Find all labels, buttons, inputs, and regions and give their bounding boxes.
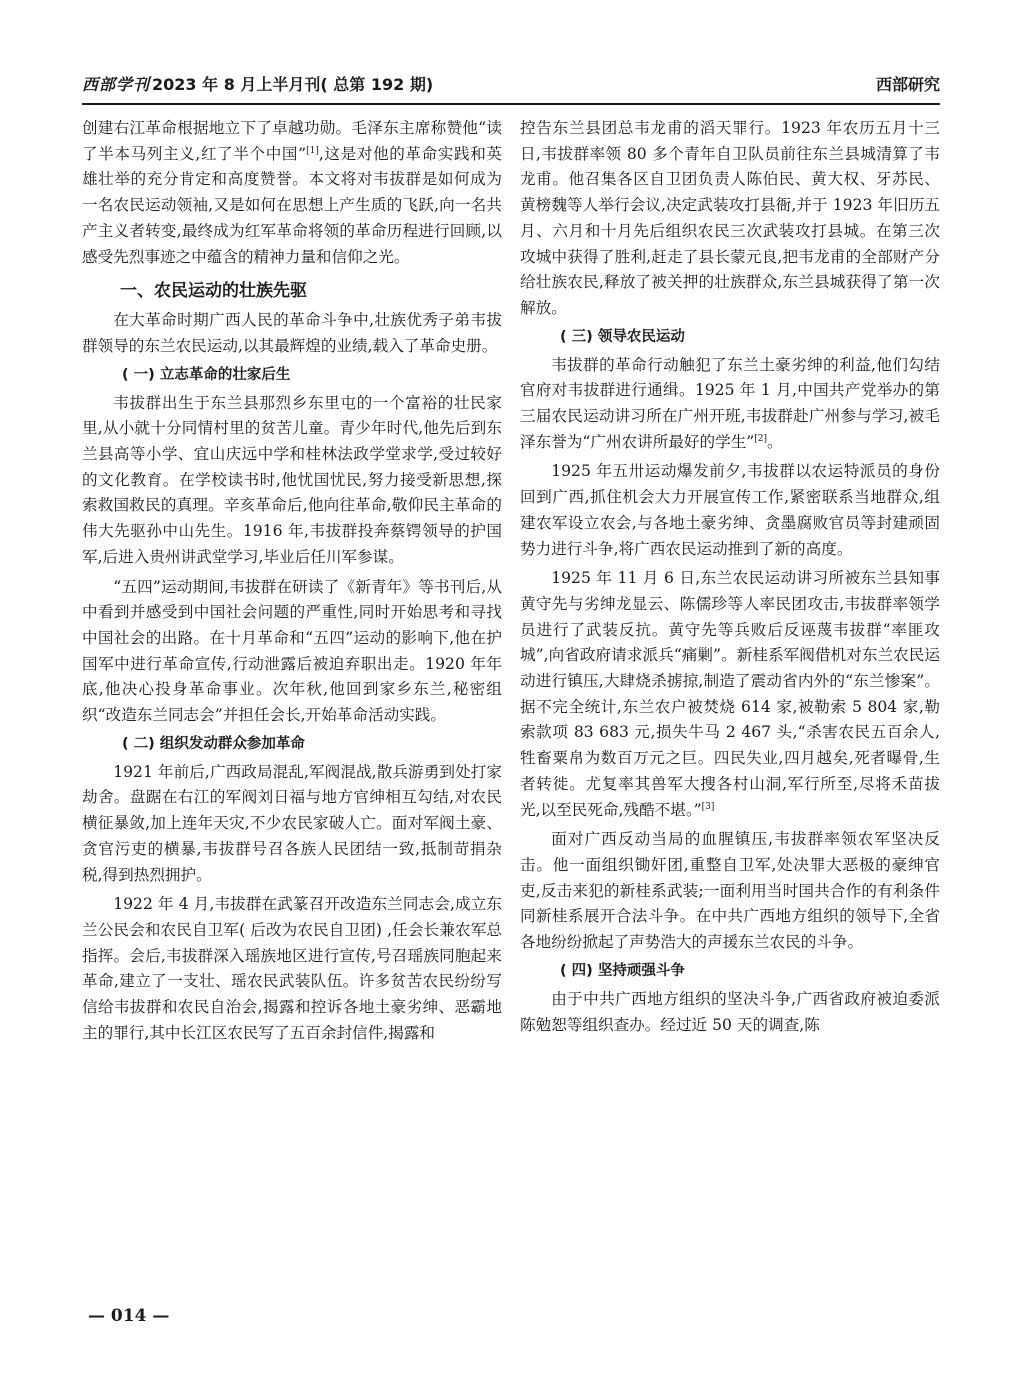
body-paragraph: 1925 年 11 月 6 日,东兰农民运动讲习所被东兰县知事黄守先与劣绅龙显云、陈儒珍等人率民团攻击,韦拔群率领学员进行了武装反抗。黄守先等兵败后反诬蔑韦拔群“率匪攻城”,向省政府请求派兵“痛剿”。新桂系军阀借机对东兰农民运动进行镇压,大肆烧杀掳掠,制造了震动省内外的“东兰惨案”。据不完全统计,东兰农户被焚烧 614 家,被勒索 5 804 家,勒索款项 83 683 元,损失牛马 2 467 头,“杀害农民五百余人,牲畜粟帛为数百万元之巨。四民失业,四月越矣,死者曝骨,生者转徙。尤复率其兽军大搜各村山洞,军行所至,尽将禾苗拔光,以至民死命,残酷不堪。”[3] bbox=[520, 569, 940, 819]
subsection-heading: ( 四) 坚持顽强斗争 bbox=[560, 962, 685, 979]
citation-ref: [2] bbox=[754, 433, 768, 444]
citation-ref: [1] bbox=[306, 145, 319, 156]
body-paragraph: 韦拔群的革命行动触犯了东兰土豪劣绅的利益,他们勾结官府对韦拔群进行通缉。1925 年 1 月,中国共产党举办的第三届农民运动讲习所在广州开班,韦拔群赴广州参与学习,被毛泽东誉为“广州农讲所最好的学生”[2]。 bbox=[520, 355, 940, 451]
header-left bbox=[82, 72, 433, 95]
subsection-heading: ( 一) 立志革命的壮家后生 bbox=[122, 366, 291, 383]
issue-info: 2023 年 8 月上半月刊( 总第 192 期) bbox=[152, 74, 434, 94]
journal-logo: 西部学刊 bbox=[82, 74, 151, 94]
body-paragraph: 控告东兰县团总韦龙甫的滔天罪行。1923 年农历五月十三日,韦拔群率领 80 多个青年自卫队员前往东兰县城清算了韦龙甫。他召集各区自卫团负责人陈伯民、黄大权、牙苏民、黄榜魏等人举行会议,决定武装攻打县衙,并于 1923 年旧历五月、六月和十月先后组织农民三次武装攻打县城。在第三次攻城中获得了胜利,赶走了县长蒙元良,把韦龙甫的全部财产分给壮族农民,释放了被关押的壮族群众,东兰县城获得了第一次解放。 bbox=[520, 119, 940, 317]
body-paragraph: 由于中共广西地方组织的坚决斗争,广西省政府被迫委派陈勉恕等组织查办。经过近 50 天的调查,陈 bbox=[520, 989, 940, 1034]
body-paragraph: 韦拔群出生于东兰县那烈乡东里屯的一个富裕的壮民家里,从小就十分同情村里的贫苦儿童。青少年时代,他先后到东兰县高等小学、宜山庆远中学和桂林法政学堂求学,受过较好的文化教育。在学校读书时,他忧国忧民,努力接受新思想,探索救国救民的真理。辛亥革命后,他向往革命,敬仰民主革命的伟大先驱孙中山先生。1916 年,韦拔群投奔蔡锷领导的护国军,后进入贵州讲武堂学习,毕业后任川军参谋。 bbox=[82, 393, 502, 566]
running-header bbox=[82, 68, 940, 98]
right-column bbox=[520, 116, 940, 1038]
subsection-heading: ( 二) 组织发动群众参加革命 bbox=[122, 735, 305, 752]
body-paragraph: 1925 年五卅运动爆发前夕,韦拔群以农运特派员的身份回到广西,抓住机会大力开展宣传工作,紧密联系当地群众,组建农军设立农会,与各地土豪劣绅、贪墨腐败官员等封建顽固势力进行斗争,将广西农民运动推到了新的高度。 bbox=[520, 462, 940, 558]
citation-ref: [3] bbox=[701, 801, 715, 812]
body-paragraph: 面对广西反动当局的血腥镇压,韦拔群率领农军坚决反击。他一面组织锄奸团,重整自卫军,处决罪大恶极的豪绅官吏,反击来犯的新桂系武装;一面利用当时国共合作的有利条件同新桂系展开合法斗争。在中共广西地方组织的领导下,全省各地纷纷掀起了声势浩大的声援东兰农民的斗争。 bbox=[520, 830, 940, 952]
body-paragraph: 在大革命时期广西人民的革命斗争中,壮族优秀子弟韦拔群领导的东兰农民运动,以其最辉煌的业绩,载入了革命史册。 bbox=[82, 311, 502, 355]
subsection-heading: ( 三) 领导农民运动 bbox=[560, 328, 685, 345]
body-paragraph: 创建右江革命根据地立下了卓越功勋。毛泽东主席称赞他“读了半本马列主义,红了半个中国”[1],这是对他的革命实践和英雄壮举的充分肯定和高度赞誉。本文将对韦拔群是如何成为一名农民运动领袖,又是如何在思想上产生质的飞跃,向一名共产主义者转变,最终成为红军革命将领的革命历程进行回顾,以感受先烈事迹之中蕴含的精神力量和信仰之光。 bbox=[82, 119, 502, 266]
section-heading: 一、农民运动的壮族先驱 bbox=[120, 281, 307, 302]
header-rule bbox=[82, 103, 940, 105]
section-name: 西部研究 bbox=[875, 74, 940, 94]
body-paragraph: 1922 年 4 月,韦拔群在武篆召开改造东兰同志会,成立东兰公民会和农民自卫军( 后改为农民自卫团) ,任会长兼农军总指挥。会后,韦拔群深入瑶族地区进行宣传,号召瑶族同胞起来革命,建立了一支壮、瑶农民武装队伍。许多贫苦农民纷纷写信给韦拔群和农民自治会,揭露和控诉各地土豪劣绅、恶霸地主的罪行,其中长江区农民写了五百余封信件,揭露和 bbox=[82, 895, 502, 1042]
body-paragraph: 1921 年前后,广西政局混乱,军阀混战,散兵游勇到处打家劫舍。盘踞在右江的军阀刘日福与地方官绅相互勾结,对农民横征暴敛,加上连年天灾,不少农民家破人亡。面对军阀土豪、贪官污吏的横暴,韦拔群号召各族人民团结一致,抵制苛捐杂税,得到热烈拥护。 bbox=[82, 762, 502, 884]
body-paragraph: “五四”运动期间,韦拔群在研读了《新青年》等书刊后,从中看到并感受到中国社会问题的严重性,同时开始思考和寻找中国社会的出路。在十月革命和“五四”运动的影响下,他在护国军中进行革命宣传,行动泄露后被迫弃职出走。1920 年年底,他决心投身革命事业。次年秋,他回到家乡东兰,秘密组织“改造东兰同志会”并担任会长,开始革命活动实践。 bbox=[82, 577, 502, 725]
left-column bbox=[82, 116, 502, 1047]
page-number: — 014 — bbox=[88, 1306, 170, 1326]
